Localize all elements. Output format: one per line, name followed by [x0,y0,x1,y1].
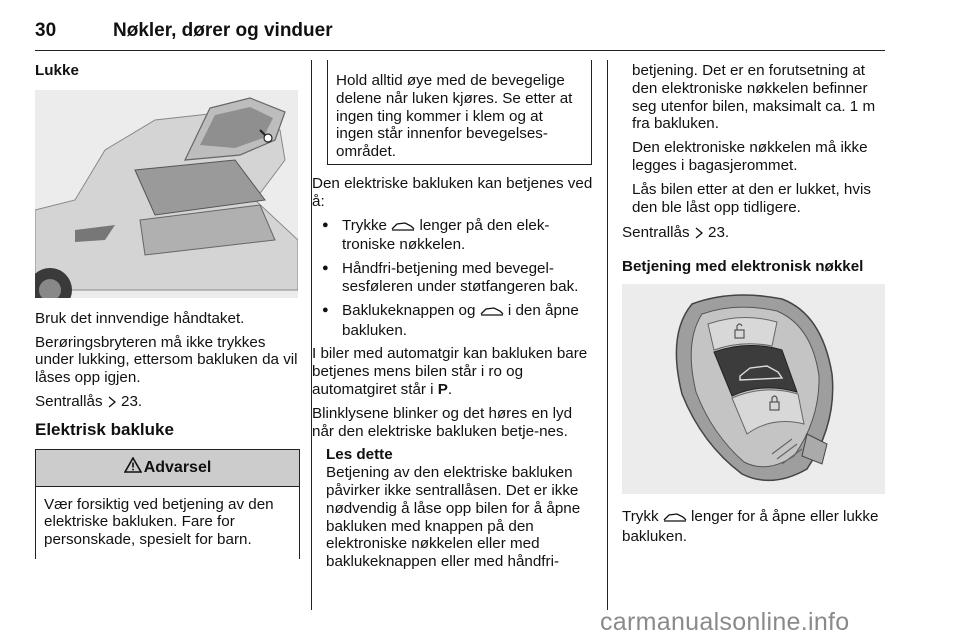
paragraph [312,345,597,398]
heading-betjening: Betjening med elektronisk nøkkel [622,258,864,276]
page-title: Nøkler, dører og vinduer [113,20,333,41]
ref-arrow-icon [694,226,704,244]
warning-body: Vær forsiktig ved betjening av den elektriske bakluken. Fare for personskade, spesielt for barn. [44,495,274,549]
continued-note [622,62,887,216]
column-3 [622,62,887,552]
column-divider [607,60,608,610]
paragraph-text: I biler med automatgir kan bakluken bare betjenes mens bilen står i ro og automatgiret står i [312,345,588,398]
paragraph-text: lenger for å åpne eller lukke bakluken. [622,507,879,545]
paragraph: Bruk det innvendige håndtaket. [35,309,245,327]
cross-reference [622,224,887,244]
note-body: Betjening av den elektriske bakluken påvirker ikke sentrallåsen. Det er ikke nødvendig å låse opp bilen for å åpne bakluken med knappen på den elektroniske nøkkelen eller med baklukeknappen eller med håndfri- [326,464,581,571]
key-fob-illustration [622,284,885,494]
watermark: carmanualsonline.info [600,608,850,636]
tailgate-icon [480,304,504,322]
bullet-list [312,217,597,340]
note-title: Les dette [326,446,393,464]
warning-continuation-box [327,60,592,165]
paragraph-text: . [447,380,453,398]
column-1 [35,62,300,559]
ref-text: Sentrallås [622,224,694,242]
cross-reference [35,393,300,413]
list-item-text: Trykke [342,216,392,234]
paragraph [622,508,887,546]
tailgate-icon [663,510,687,528]
paragraph: Den elektriske bakluken kan betjenes ved å: [312,175,593,210]
paragraph-text: Trykk [622,507,663,525]
warning-box [35,449,300,559]
gear-position: P [437,380,448,398]
ref-arrow-icon [107,395,117,413]
ref-page: 23. [121,392,143,410]
heading-elektrisk-bakluke: Elektrisk bakluke [35,419,174,439]
paragraph: Den elektroniske nøkkelen må ikke legges i bagasjerommet. [632,139,868,174]
paragraph: Blinklysene blinker og det høres en lyd når den elektriske bakluken betje-nes. [312,404,573,440]
tailgate-icon [391,219,415,237]
list-item-text: Baklukeknappen og [342,301,480,319]
list-item-text: i den åpne bakluken. [342,301,579,339]
warning-triangle-icon [124,457,142,478]
list-item [312,302,597,340]
ref-page: 23. [708,224,730,242]
paragraph: Berøringsbryteren må ikke trykkes under lukking, ettersom bakluken da vil låses opp igjen. [35,333,298,387]
paragraph: betjening. Det er en forutsetning at den elektroniske nøkkelen befinner seg utenfor bilen, maksimalt ca. 1 m fra bakluken. [632,62,876,133]
list-item-text: lenger på den elek-troniske nøkkelen. [342,216,550,254]
ref-text: Sentrallås [35,392,107,410]
list-item [312,217,597,255]
page-number: 30 [35,20,57,41]
warning-continuation-text: Hold alltid øye med de bevegelige delene når luken kjøres. Se etter at ingen ting kommer i klem og at ingen står innenfor bevegelses-området. [336,72,573,161]
list-item: ● Håndfri-betjening med bevegel-sesføleren under støtfangeren bak. [312,260,597,296]
note-box [312,446,597,571]
paragraph: Lås bilen etter at den er lukket, hvis den ble låst opp tidligere. [632,180,871,216]
warning-header [36,449,299,487]
car-tailgate-illustration [35,90,298,298]
column-2 [312,62,597,571]
page-header [35,18,885,51]
heading-lukke: Lukke [35,62,79,79]
warning-title: Advarsel [143,458,212,476]
